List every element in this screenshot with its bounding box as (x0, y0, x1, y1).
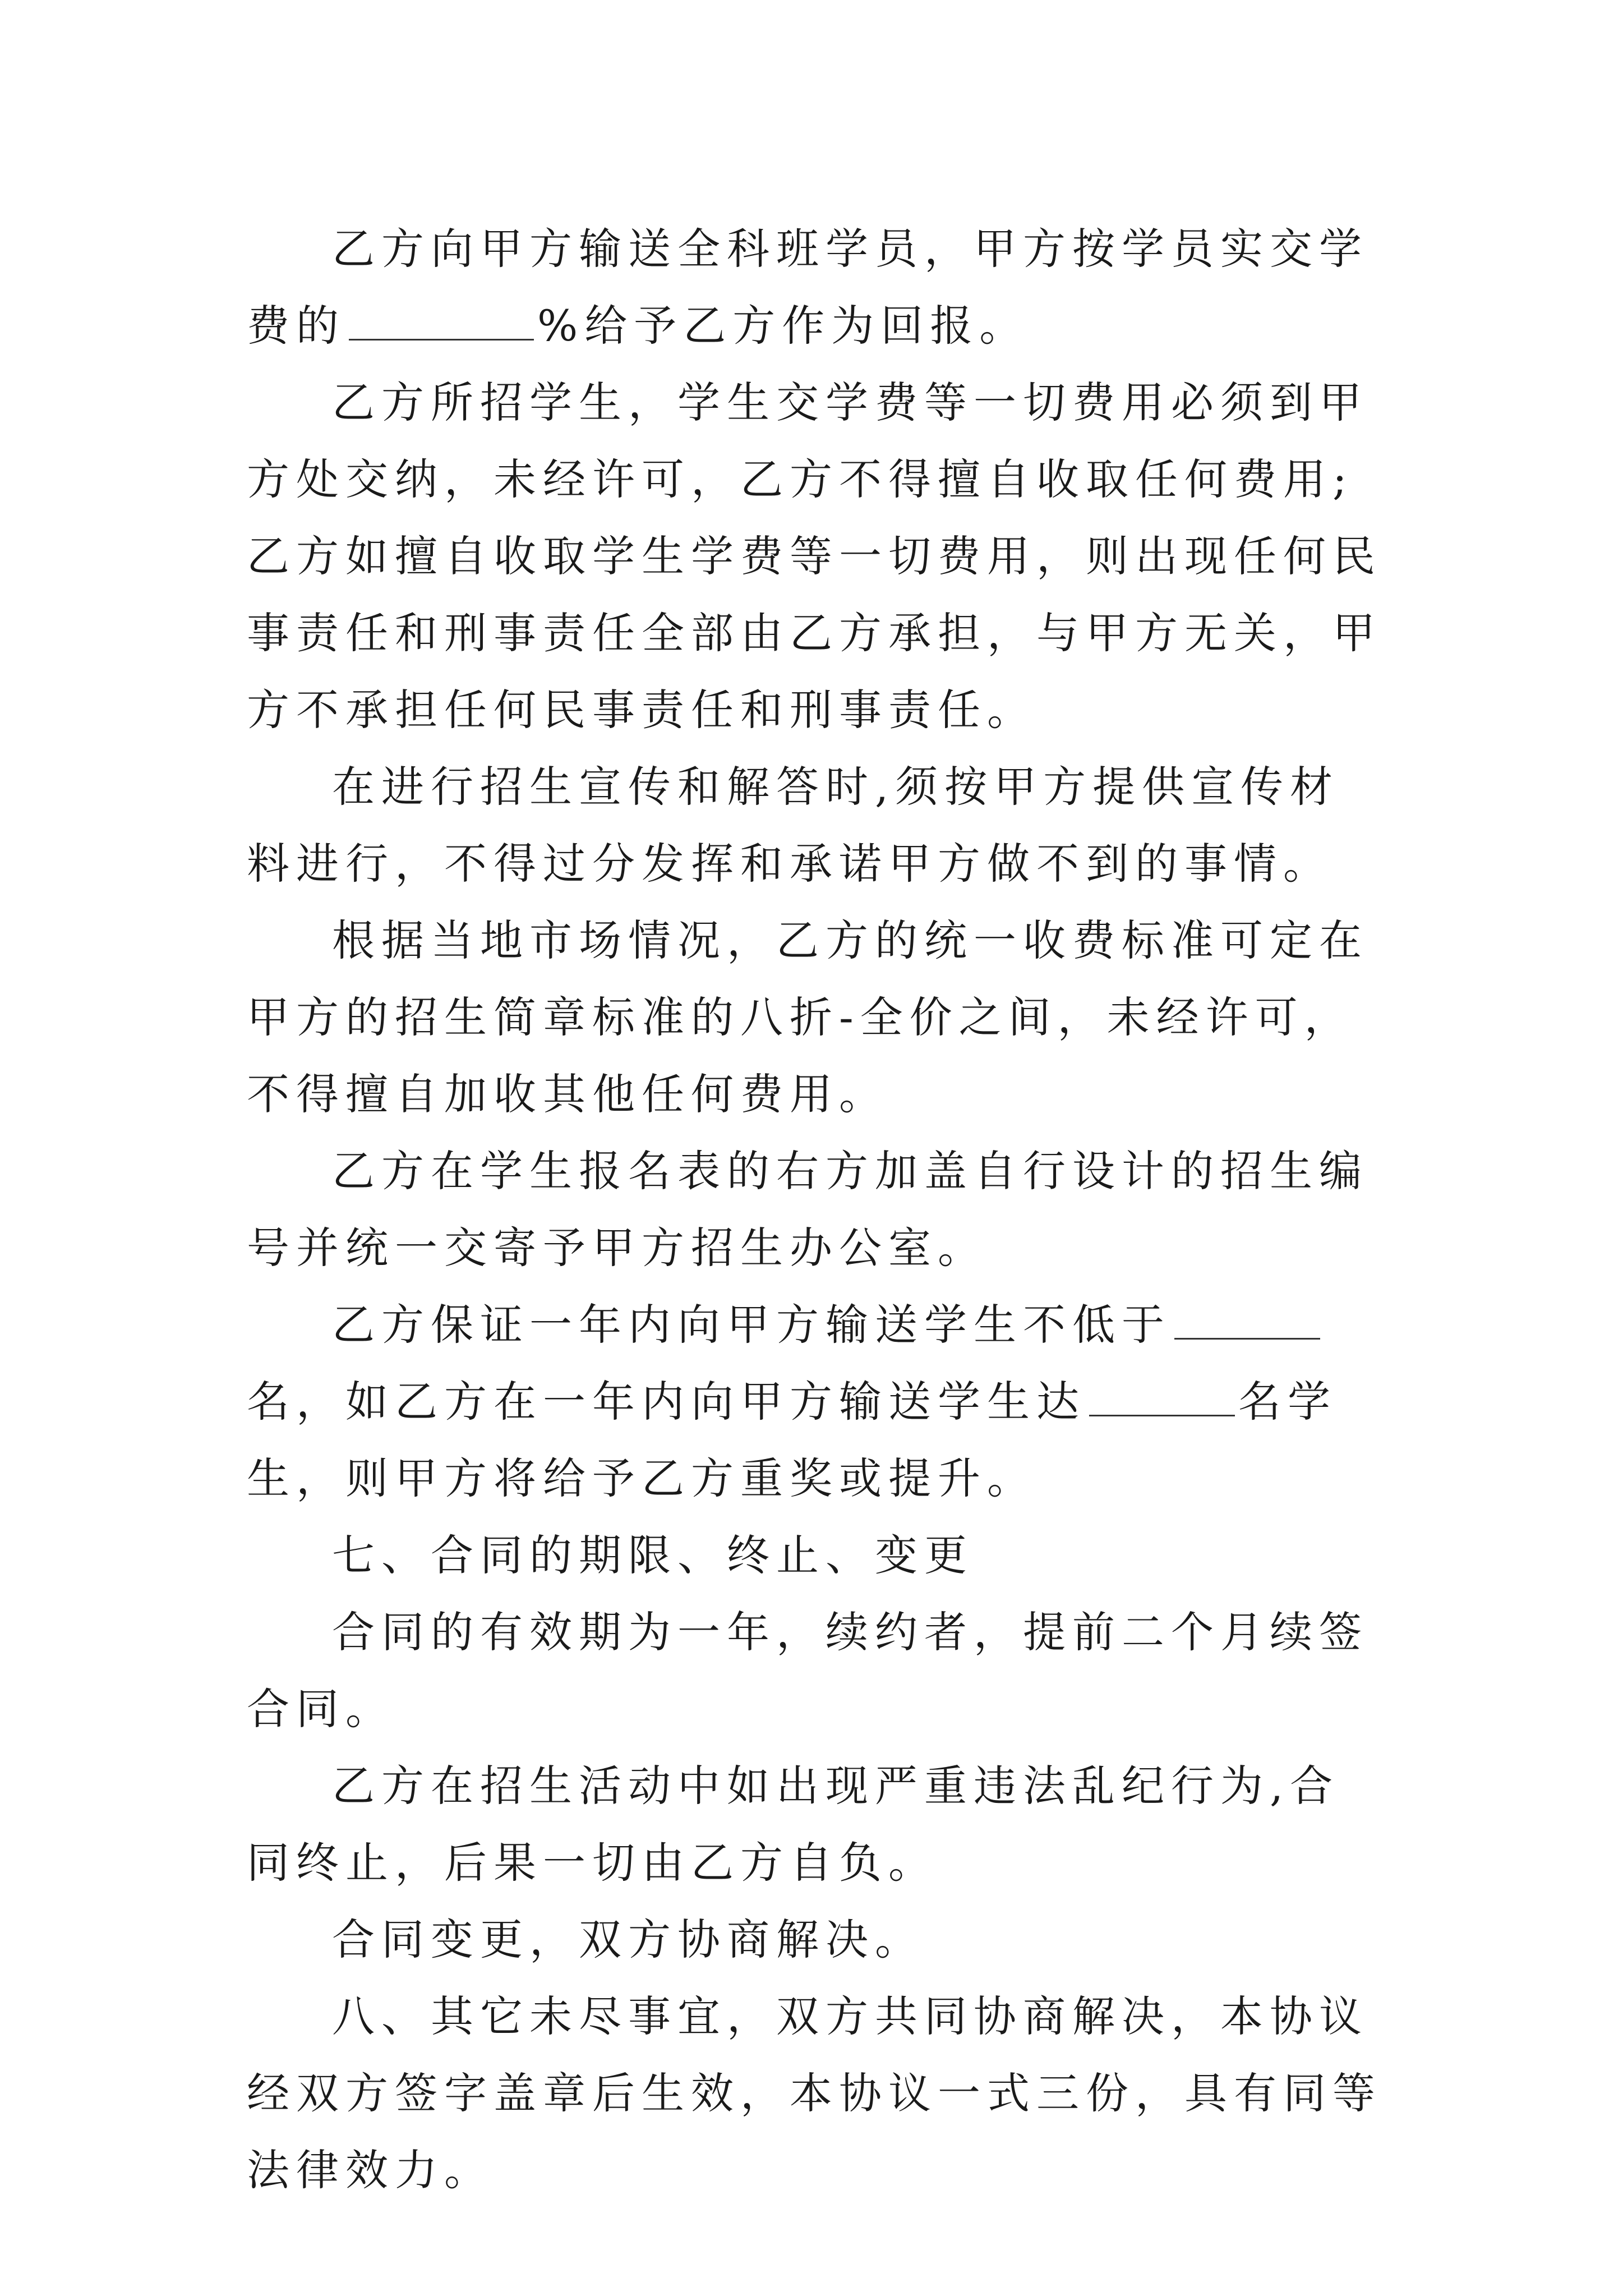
paragraph-fee-collection: 乙方所招学生，学生交学费等一切费用必须到甲方处交纳，未经许可，乙方不得擅自收取任何费用;乙方如擅自收取学生学费等一切费用，则出现任何民事责任和刑事责任全部由乙方承担，与甲方无关，甲方不承担任何民事责任和刑事责任。 (247, 378, 1382, 735)
paragraph-change: 合同变更，双方协商解决。 (332, 1915, 924, 1964)
paragraph-termination: 乙方在招生活动中如出现严重违法乱纪行为,合同终止，后果一切由乙方自负。 (247, 1761, 1340, 1888)
paragraph-validity: 合同的有效期为一年，续约者，提前二个月续签合同。 (247, 1607, 1368, 1734)
paragraph-quota (247, 1286, 1385, 1517)
paragraph-quota-text-2: 名，如乙方在一年内向甲方输送学生达 (247, 1377, 1086, 1427)
blank-commission-percent (349, 338, 534, 341)
paragraph-registration: 乙方在学生报名表的右方加盖自行设计的招生编号并统一交寄予甲方招生办公室。 (247, 1146, 1368, 1273)
paragraph-quota-text-1: 乙方保证一年内向甲方输送学生不低于 (332, 1300, 1171, 1350)
blank-reward-students (1089, 1414, 1235, 1416)
paragraph-other-matters: 八、其它未尽事宜，双方共同协商解决，本协议经双方签字盖章后生效，本协议一式三份，具有同等法律效力。 (247, 1991, 1382, 2195)
document-body (247, 210, 1385, 2208)
section-heading-term: 七、合同的期限、终止、变更 (332, 1530, 974, 1580)
paragraph-pricing: 根据当地市场情况，乙方的统一收费标准可定在甲方的招生简章标准的八折-全价之间，未经许可，不得擅自加收其他任何费用。 (247, 915, 1368, 1119)
blank-min-students (1174, 1337, 1320, 1340)
paragraph-promotion: 在进行招生宣传和解答时,须按甲方提供宣传材料进行，不得过分发挥和承诺甲方做不到的事情。 (247, 762, 1340, 889)
paragraph-commission (247, 210, 1385, 364)
paragraph-commission-text: 乙方向甲方输送全科班学员，甲方按学员实交学费的 (247, 224, 1368, 351)
paragraph-quota-text-3: 名学生，则甲方将给予乙方重奖或提升。 (247, 1377, 1337, 1503)
paragraph-commission-text-end: %给予乙方作为回报。 (537, 301, 1029, 351)
